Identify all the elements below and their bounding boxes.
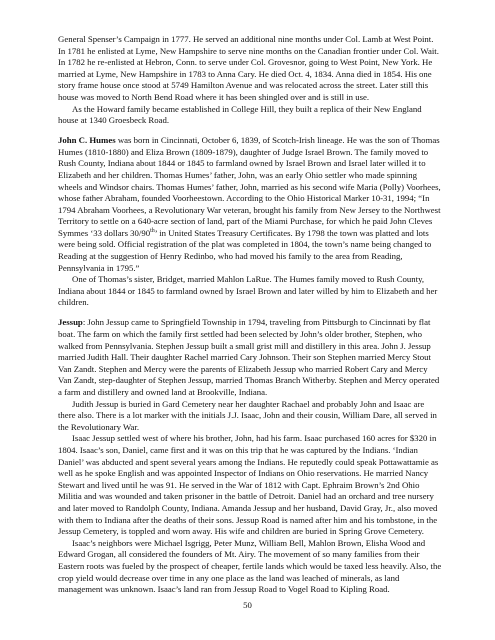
paragraph-howard: As the Howard family became established in College Hill, they built a replica of their New England house at 1340 Groesbeck Road.: [58, 103, 422, 126]
body-text: [58, 34, 442, 596]
jessup-text: : John Jessup came to Springfield Township in 1794, traveling from Pittsburgh to Cincinnati by flat boat. The farm on which the family first settled had been selected by John’s older brother, Stephen, who walked from Pennsylvania. Stephen Jessup built a small grist mill and distillery in this area. John J. Jessup married Judith Hall. Their daughter Rachel married Cary Johnson. Their son Stephen married Mercy Stout Van Zandt. Stephen and Mercy were the parents of Elizabeth Jessup who married Robert Cary and Mercy Van Zandt, step-daughter of Stephen Jessup, married Thomas Branch Witherby. Stephen and Mercy operated a farm and distillery and owned land at Brookville, Indiana.: [58, 317, 440, 397]
paragraph-judith-jessup: Judith Jessup is buried in Gard Cemetery near her daughter Rachael and probably John and Isaac are there also. There is a lot marker with the initials J.J. Isaac, John and their cousin, William Dare, all served in the Revolutionary War.: [58, 398, 437, 432]
humes-text-a: was born in Cincinnati, October 6, 1839, of Scotch-Irish lineage. He was the son of Thomas Humes (1810-1880) and Eliza Brown (1809-1879), daughter of Judge Israel Brown. The family moved to Rush County, Indiana about 1844 or 1845 to farmland owned by Israel Brown and Israel later willed it to Elizabeth and her children. Thomas Humes’ father, John, was an early Ohio settler who made spinning wheels and Windsor chairs. Thomas Humes’ father, John, married as his second wife Maria (Polly) Voorhees, whose father Abraham, founded Voorheestown. According to the Ohio Historical Marker 10-31, 1994; “In 1794 Abraham Voorhees, a Revolutionary War veteran, brought his family from New Jersey to the Northwest Territory to settle on a 640-acre section of land, part of the Miami Purchase, for which he paid John Cleves Symmes ‘33 dollars 30/90: [58, 135, 441, 238]
paragraph-jessup: [58, 317, 442, 398]
paragraph-isaac-neighbors: Isaac’s neighbors were Michael Isgrigg, Peter Munz, William Bell, Mahlon Brown, Elisha Wood and Edward Grogan, all considered the founders of Mt. Airy. The movement of so many families from their Eastern roots was fueled by the prospect of cheaper, fertile lands which would be taxed less heavily. Also, the crop yield would decrease over time in any one place as the land was leached of minerals, as land management was unknown. Isaac’s land ran from Jessup Road to Vogel Road to Kipling Road.: [58, 537, 442, 595]
page-number: 50: [243, 600, 252, 610]
paragraph-isaac-jessup: Isaac Jessup settled west of where his brother, John, had his farm. Isaac purchased 160 acres for $320 in 1804. Isaac’s son, Daniel, came first and it was on this trip that he was captured by the Indians. ‘Indian Daniel’ was abducted and spent several years among the Indians. He reputedly could speak Pottawattamie as well as he spoke English and was appointed Inspector of Indians on Ohio reservations. He married Nancy Stewart and lived until he was 91. He served in the War of 1812 with Capt. Ephraim Brown’s 2nd Ohio Militia and was wounded and taken prisoner in the battle of Detroit. Daniel had an orchard and tree nursery and later moved to Randolph County, Indiana. Amanda Jessup and her husband, David Gray, Jr., also moved with them to Indiana after the deaths of their sons. Jessup Road is named after him and his tombstone, in the Jessup Cemetery, is toppled and worn away. His wife and children are buried in Spring Grove Cemetery.: [58, 433, 439, 537]
name-jessup: Jessup: [58, 317, 83, 328]
humes-text-b: ’ in United States Treasury Certificates. By 1798 the town was platted and lots were being sold. Official registration of the plat was completed in 1804, the town’s name being changed to Reading at the suggestion of Henry Redinbo, who had moved his family to the area from Reading, Pennsylvania in 1795.”: [58, 227, 432, 273]
superscript-th: th: [150, 227, 155, 234]
paragraph-thomas-sister: One of Thomas’s sister, Bridget, married Mahlon LaRue. The Humes family moved to Rush County, Indiana about 1844 or 1845 to farmland owned by Israel Brown and later willed by him to Elizabeth and her children.: [58, 274, 438, 308]
paragraph-spenser: General Spenser’s Campaign in 1777. He served an additional nine months under Col. Lamb at West Point. In 1781 he enlisted at Lyme, New Hampshire to serve nine months on the Canadian frontier under Col. Wait. In 1782 he re-enlisted at Hebron, Conn. to serve under Col. Grovesnor, going to West Point, New York. He married at Lyme, New Hampshire in 1783 to Anna Cary. He died Oct. 4, 1834. Anna died in 1854. His one story frame house once stood at 5749 Hamilton Avenue and was relocated across the street. Later still this house was moved to North Bend Road where it has been shingled over and is still in use.: [58, 34, 439, 102]
name-john-c-humes: John C. Humes: [58, 135, 116, 146]
paragraph-humes: [58, 135, 442, 274]
